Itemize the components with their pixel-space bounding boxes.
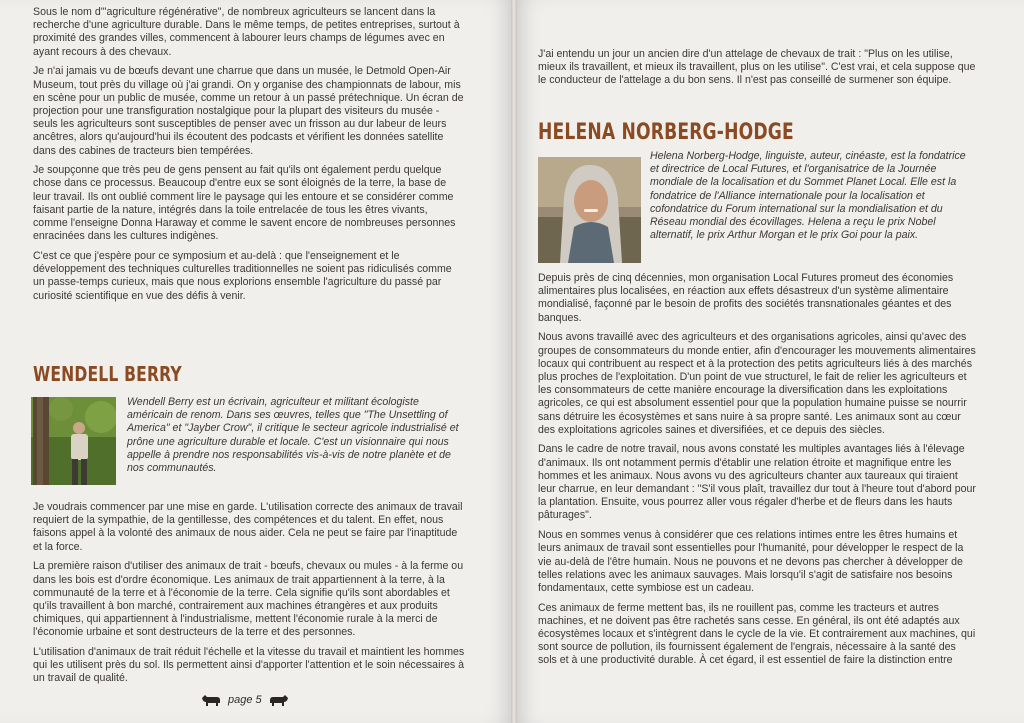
intro-paragraph-1: Sous le nom d'"agriculture régénérative", de nombreux agriculteurs se lancent dans la recherche d'une agriculture durable. Dans le même temps, de petites entreprises, surtout à proximité des grandes villes, commencent à labourer leurs champs de légumes avec en ayant recours à des chevaux.	[33, 6, 460, 58]
helena-paragraph-2: Nous avons travaillé avec des agriculteurs et des organisations agricoles, ainsi qu'avec des groupes de consommateurs du monde entier, afin d'encourager les mouvements alimentaires locaux qui contribuent au respect et à la protection des petits agriculteurs liés à des marchés plus proches de l'exploitation. D'un point de vue structurel, le fait de relier les agriculteurs et les consommateurs de cette manière encourage la diversification dans les exploitations agricoles, ce qui est absolument essentiel pour que la population humaine puisse se nourrir sans détruire les écosystèmes et sans nuire à sa propre santé. Les animaux sont au cœur des exploitations agricoles saines et diversifiées, et ce depuis des siècles.	[538, 331, 976, 436]
wendell-paragraph-3: L'utilisation d'animaux de trait réduit l'échelle et la vitesse du travail et maintient les hommes qui les utilisent près du sol. Ils permettent ainsi d'apporter l'attention et le soin nécessaires à un travail de qualité.	[33, 646, 465, 685]
page-footer	[200, 690, 300, 710]
wendell-berry-heading: WENDELL BERRY	[33, 362, 182, 386]
helena-paragraph-4: Nous en sommes venus à considérer que ces relations intimes entre les êtres humains et leurs animaux de travail sont essentielles pour l'humanité, pour développer le respect de la vie au-delà de l'être humain. Nous ne pouvons et ne devons pas chercher à développer de telles relations avec les animaux sauvages. Mais lorsqu'il s'agit de satisfaire nos besoins fondamentaux, cette symbiose est un cadeau.	[538, 529, 964, 594]
helena-norberg-hodge-bio: Helena Norberg-Hodge, linguiste, auteur, cinéaste, est la fondatrice et directrice de Local Futures, et l'organisatrice de la Journée mondiale de la localisation et du Sommet Planet Local. Elle est la fondatrice de l'Alliance internationale pour la localisation et cofondatrice du Forum international sur la mondialisation et du Réseau mondial des écovillages. Helena a reçu le prix Nobel alternatif, le prix Arthur Morgan et le prix Goi pour la paix.	[650, 150, 966, 242]
wendell-berry-text	[33, 501, 465, 692]
helena-norberg-hodge-text	[538, 272, 976, 674]
book-spine	[511, 0, 517, 723]
wendell-paragraph-1: Je voudrais commencer par une mise en garde. L'utilisation correcte des animaux de travail requiert de la sympathie, de la gentillesse, des compétences et du talent. En effet, nous faisons appel à la volonté des animaux de nous aider. Cela ne peut se faire par l'inaptitude et la force.	[33, 501, 463, 553]
helena-norberg-hodge-heading: HELENA NORBERG-HODGE	[538, 120, 794, 145]
wendell-berry-bio: Wendell Berry est un écrivain, agriculteur et militant écologiste américain de renom. Dans ses œuvres, telles que "The Unsettling of America" et "Jayber Crow", il critique le secteur agricole industrialisé et prône une agriculture durable et locale. C'est un visionnaire qui nous appelle à prendre nos responsabilités vis-à-vis de notre planète et de nos communautés.	[127, 396, 459, 475]
helena-norberg-hodge-photo	[538, 157, 641, 263]
right-top-paragraph: J'ai entendu un jour un ancien dire d'un attelage de chevaux de trait : "Plus on les utilise, mieux ils travaillent, et mieux ils travaillent, plus on les utilise". C'est vrai, et cela suppose que le conducteur de l'attelage a du bon sens. Il n'est pas conseillé de surmener son équipe.	[538, 48, 976, 87]
helena-paragraph-3: Dans le cadre de notre travail, nous avons constaté les multiples avantages liés à l'élevage d'animaux. Ils ont notamment permis d'établir une relation étroite et magnifique entre les hommes et les animaux. Nous avons vu des agriculteurs chanter aux taureaux qui tiraient leur charrue, en leur demandant : "S'il vous plaît, travaillez dur tout à l'heure tout d'abord pour la plantation. Ensuite, vous pourrez aller vous régaler d'herbe et de fleurs dans les hauts pâturages".	[538, 443, 976, 522]
intro-paragraph-2: Je n'ai jamais vu de bœufs devant une charrue que dans un musée, le Detmold Open-Air Museum, tout près du village où j'ai grandi. On y organise des championnats de labour, mis en scène pour un public de musée, comme un retour à un passé prétechnique. Un écran de projection pour une transfiguration nostalgique pour la plupart des visiteurs du musée - seuls les agriculteurs sont susceptibles de penser avec un frisson au dur labeur de leurs ancêtres, alors qu'aujourd'hui ils écoutent des podcasts et vérifient les données satellite dans des cabines de tracteurs bien tempérées.	[33, 65, 464, 157]
intro-paragraph-3: Je soupçonne que très peu de gens pensent au fait qu'ils ont également perdu quelque chose dans ce processus. Beaucoup d'entre eux se sont éloignés de la terre, la base de leur travail. Ils ont oublié comment lire le paysage qui les entoure et se considérer comme faisant partie de la nature, intégrés dans la toile entrelacée de tous les êtres vivants, comme l'enseigne Donna Haraway et comme le savent encore de nombreuses personnes enracinées dans les cultures indigènes.	[33, 164, 456, 243]
page-number: page 5	[228, 694, 262, 706]
wendell-berry-photo	[31, 397, 116, 485]
ox-icon	[268, 693, 290, 707]
intro-paragraph-4: C'est ce que j'espère pour ce symposium et au-delà : que l'enseignement et le développement des techniques culturelles traditionnelles ne soient pas ridiculisés comme un passe-temps curieux, mais que nous explorions ensemble l'agriculture du passé par curiosité scientifique en vue des défis à venir.	[33, 249, 452, 302]
helena-paragraph-5: Ces animaux de ferme mettent bas, ils ne rouillent pas, comme les tracteurs et autres machines, et ne doivent pas être rachetés sans cesse. En général, ils ont été adaptés aux écosystèmes locaux et s'intègrent dans le cycle de la vie. Et contrairement aux machines, qui sont source de pollution, ils fournissent également de l'engrais, nécessaire à la santé des sols et à une productivité durable. À cet égard, il est essentiel de faire la distinction entre	[538, 601, 976, 667]
helena-paragraph-1: Depuis près de cinq décennies, mon organisation Local Futures promeut des économies alimentaires plus localisées, en réaction aux effets désastreux d'un système alimentaire mondialisé, façonné par le besoin de profits des sociétés transnationales géantes et des banques.	[538, 272, 954, 324]
wendell-paragraph-2: La première raison d'utiliser des animaux de trait - bœufs, chevaux ou mules - à la ferme ou dans les bois est d'ordre économique. Les animaux de trait appartiennent à la terre, à la communauté de la terre et à l'économie de la terre. Cela signifie qu'ils sont abordables et qu'ils travaillent à bon marché, contrairement aux machines étrangères et aux produits chimiques, qui appartiennent à l'industrialisme, mettent l'économie rurale à la merci de l'économie urbaine et sont destructeurs de la terre et des personnes.	[33, 560, 464, 639]
ox-icon	[200, 693, 222, 707]
left-intro	[33, 6, 465, 309]
